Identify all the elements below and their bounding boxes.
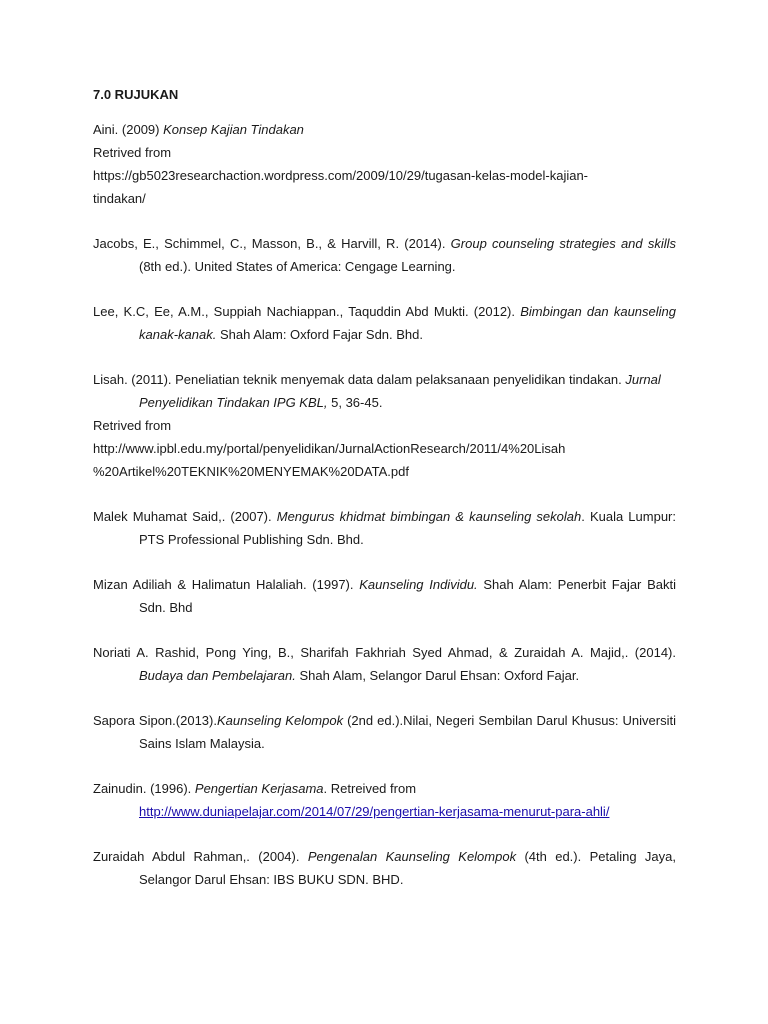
reference-url-line[interactable]: %20Artikel%20TEKNIK%20MENYEMAK%20DATA.pdf [93, 464, 409, 479]
reference-title: Pengertian Kerjasama [194, 781, 324, 796]
reference-publisher: Shah Alam: Oxford Fajar Sdn. Bhd. [216, 327, 423, 342]
reference-publisher: (8th ed.). United States of America: Cengage Learning. [139, 259, 456, 274]
reference-publisher: Shah Alam: Penerbit Fajar Bakti Sdn. Bhd [139, 577, 676, 615]
reference-publisher: Shah Alam, Selangor Darul Ehsan: Oxford Fajar. [295, 668, 580, 683]
reference-title: Budaya dan Pembelajaran. [139, 668, 296, 683]
reference-author: Lisah. (2011). Peneliatian teknik menyemak data dalam pelaksanaan penyelidikan tindakan. [93, 372, 626, 387]
reference-lee [93, 300, 676, 346]
reference-title: Group counseling strategies and skills [450, 236, 677, 251]
reference-title: Jurnal Penyelidikan Tindakan IPG KBL, [139, 372, 661, 410]
reference-title: Pengenalan Kaunseling Kelompok [307, 849, 517, 864]
reference-title: Kaunseling Individu. [359, 577, 478, 592]
reference-author: Zainudin. (1996). [93, 781, 195, 796]
reference-title: Bimbingan dan kaunseling kanak-kanak. [139, 304, 677, 342]
reference-zuraidah [93, 845, 676, 891]
retrieved-label: Retrived from [93, 145, 172, 160]
reference-title: Konsep Kajian Tindakan [163, 122, 304, 137]
section-heading: 7.0 RUJUKAN [93, 87, 179, 102]
reference-author: Malek Muhamat Said,. (2007). [93, 509, 277, 524]
reference-author: Mizan Adiliah & Halimatun Halaliah. (1997). [93, 577, 360, 592]
reference-jacobs [93, 232, 676, 278]
reference-zainudin [93, 777, 676, 823]
reference-author: Zuraidah Abdul Rahman,. (2004). [93, 849, 308, 864]
reference-hyperlink[interactable]: http://www.duniapelajar.com/2014/07/29/pengertian-kerjasama-menurut-para-ahli/ [139, 804, 610, 819]
reference-publisher: . Kuala Lumpur: PTS Professional Publishing Sdn. Bhd. [139, 509, 677, 547]
reference-list [93, 118, 676, 913]
reference-title: Mengurus khidmat bimbingan & kaunseling sekolah [276, 509, 582, 524]
reference-citation [93, 368, 676, 414]
reference-url-line[interactable]: http://www.ipbl.edu.my/portal/penyelidikan/JurnalActionResearch/2011/4%20Lisah [93, 441, 566, 456]
reference-publisher: . Retreived from [323, 781, 417, 796]
reference-mizan [93, 573, 676, 619]
reference-author: Noriati A. Rashid, Pong Ying, B., Sharifah Fakhriah Syed Ahmad, & Zuraidah A. Majid,. (2014). [93, 645, 676, 660]
reference-url-line[interactable]: tindakan/ [93, 191, 146, 206]
reference-citation [93, 118, 676, 141]
reference-noriati [93, 641, 676, 687]
reference-aini [93, 118, 676, 210]
reference-publisher: (2nd ed.).Nilai, Negeri Sembilan Darul Khusus: Universiti Sains Islam Malaysia. [139, 713, 676, 751]
reference-lisah [93, 368, 676, 483]
reference-publisher: 5, 36-45. [327, 395, 383, 410]
retrieved-label: Retrived from [93, 418, 172, 433]
reference-author: Lee, K.C, Ee, A.M., Suppiah Nachiappan., Taquddin Abd Mukti. (2012). [93, 304, 521, 319]
reference-title: Kaunseling Kelompok [216, 713, 344, 728]
reference-sapora [93, 709, 676, 755]
reference-author: Sapora Sipon.(2013). [93, 713, 217, 728]
reference-author: Aini. (2009) [93, 122, 164, 137]
reference-author: Jacobs, E., Schimmel, C., Masson, B., & Harvill, R. (2014). [93, 236, 451, 251]
reference-malek [93, 505, 676, 551]
reference-url-line[interactable]: https://gb5023researchaction.wordpress.com/2009/10/29/tugasan-kelas-model-kajian- [93, 168, 589, 183]
reference-publisher: (4th ed.). Petaling Jaya, Selangor Darul Ehsan: IBS BUKU SDN. BHD. [139, 849, 676, 887]
